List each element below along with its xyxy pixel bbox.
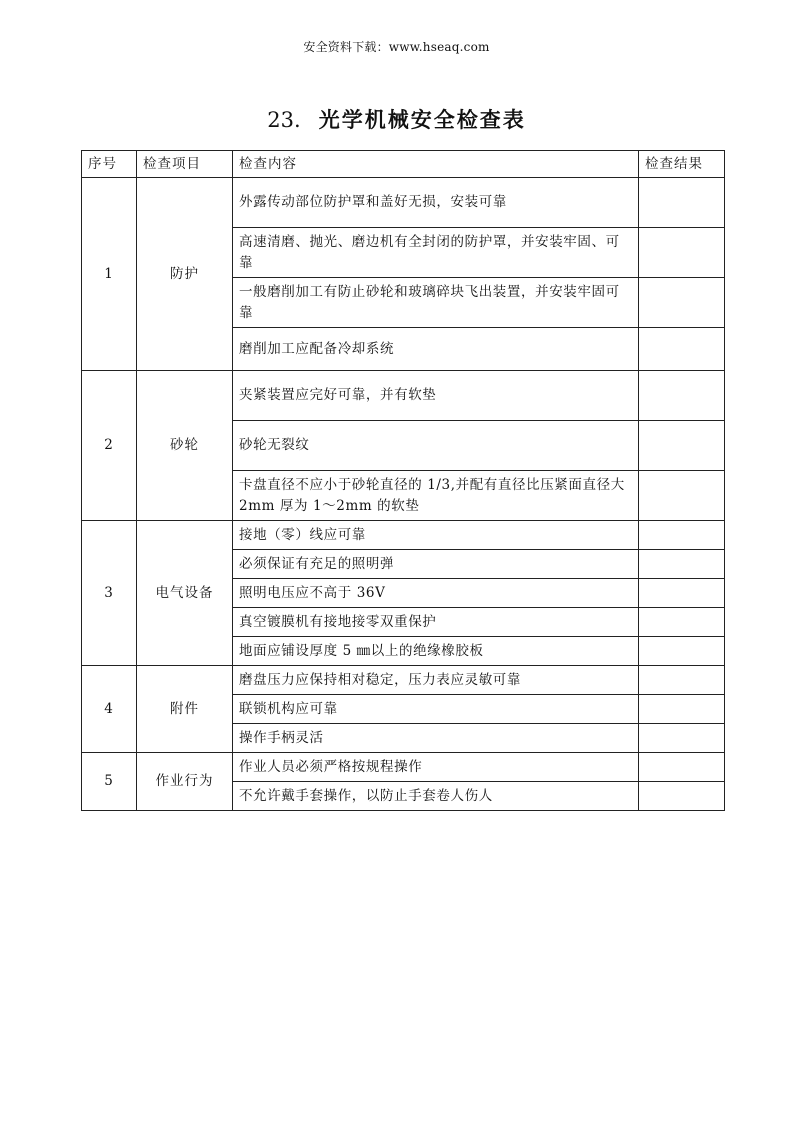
result-cell[interactable]	[639, 724, 725, 753]
table-row	[82, 521, 725, 550]
page-header: 安全资料下载：www.hseaq.com	[303, 40, 490, 54]
group-item-cell: 作业行为	[137, 753, 233, 811]
column-header-result: 检查结果	[639, 151, 725, 178]
content-cell: 操作手柄灵活	[233, 724, 639, 753]
group-number-cell: 4	[82, 666, 137, 753]
column-header-item: 检查项目	[137, 151, 233, 178]
content-cell: 外露传动部位防护罩和盖好无损，安装可靠	[233, 178, 639, 228]
group-item-cell: 附件	[137, 666, 233, 753]
checklist-table	[81, 150, 725, 811]
result-cell[interactable]	[639, 608, 725, 637]
group-number-cell: 3	[82, 521, 137, 666]
result-cell[interactable]	[639, 637, 725, 666]
content-cell: 砂轮无裂纹	[233, 421, 639, 471]
group-number-cell: 2	[82, 371, 137, 521]
result-cell[interactable]	[639, 278, 725, 328]
column-header-no: 序号	[82, 151, 137, 178]
content-cell: 不允许戴手套操作，以防止手套卷人伤人	[233, 782, 639, 811]
content-cell: 必须保证有充足的照明弹	[233, 550, 639, 579]
content-cell: 作业人员必须严格按规程操作	[233, 753, 639, 782]
content-cell: 夹紧装置应完好可靠，并有软垫	[233, 371, 639, 421]
group-item-cell: 砂轮	[137, 371, 233, 521]
column-header-content: 检查内容	[233, 151, 639, 178]
group-number-cell: 5	[82, 753, 137, 811]
content-cell: 一般磨削加工有防止砂轮和玻璃碎块飞出装置，并安装牢固可靠	[233, 278, 639, 328]
result-cell[interactable]	[639, 521, 725, 550]
title-text: 光学机械安全检查表	[318, 107, 526, 132]
table-row	[82, 371, 725, 421]
table-row	[82, 666, 725, 695]
result-cell[interactable]	[639, 666, 725, 695]
page-title	[0, 104, 793, 134]
content-cell: 卡盘直径不应小于砂轮直径的 1/3,并配有直径比压紧面直径大 2mm 厚为 1～2mm 的软垫	[233, 471, 639, 521]
table-row	[82, 178, 725, 228]
group-item-cell: 防护	[137, 178, 233, 371]
result-cell[interactable]	[639, 178, 725, 228]
result-cell[interactable]	[639, 228, 725, 278]
content-cell: 磨盘压力应保持相对稳定，压力表应灵敏可靠	[233, 666, 639, 695]
content-cell: 真空镀膜机有接地接零双重保护	[233, 608, 639, 637]
result-cell[interactable]	[639, 753, 725, 782]
content-cell: 磨削加工应配备冷却系统	[233, 328, 639, 371]
result-cell[interactable]	[639, 471, 725, 521]
result-cell[interactable]	[639, 550, 725, 579]
result-cell[interactable]	[639, 579, 725, 608]
result-cell[interactable]	[639, 782, 725, 811]
result-cell[interactable]	[639, 695, 725, 724]
result-cell[interactable]	[639, 421, 725, 471]
result-cell[interactable]	[639, 328, 725, 371]
result-cell[interactable]	[639, 371, 725, 421]
content-cell: 地面应铺设厚度 5 ㎜以上的绝缘橡胶板	[233, 637, 639, 666]
title-number: 23.	[267, 108, 301, 132]
group-item-cell: 电气设备	[137, 521, 233, 666]
content-cell: 高速清磨、抛光、磨边机有全封闭的防护罩，并安装牢固、可靠	[233, 228, 639, 278]
table-header-row	[82, 151, 725, 178]
content-cell: 照明电压应不高于 36V	[233, 579, 639, 608]
content-cell: 接地（零）线应可靠	[233, 521, 639, 550]
group-number-cell: 1	[82, 178, 137, 371]
table-row	[82, 753, 725, 782]
content-cell: 联锁机构应可靠	[233, 695, 639, 724]
